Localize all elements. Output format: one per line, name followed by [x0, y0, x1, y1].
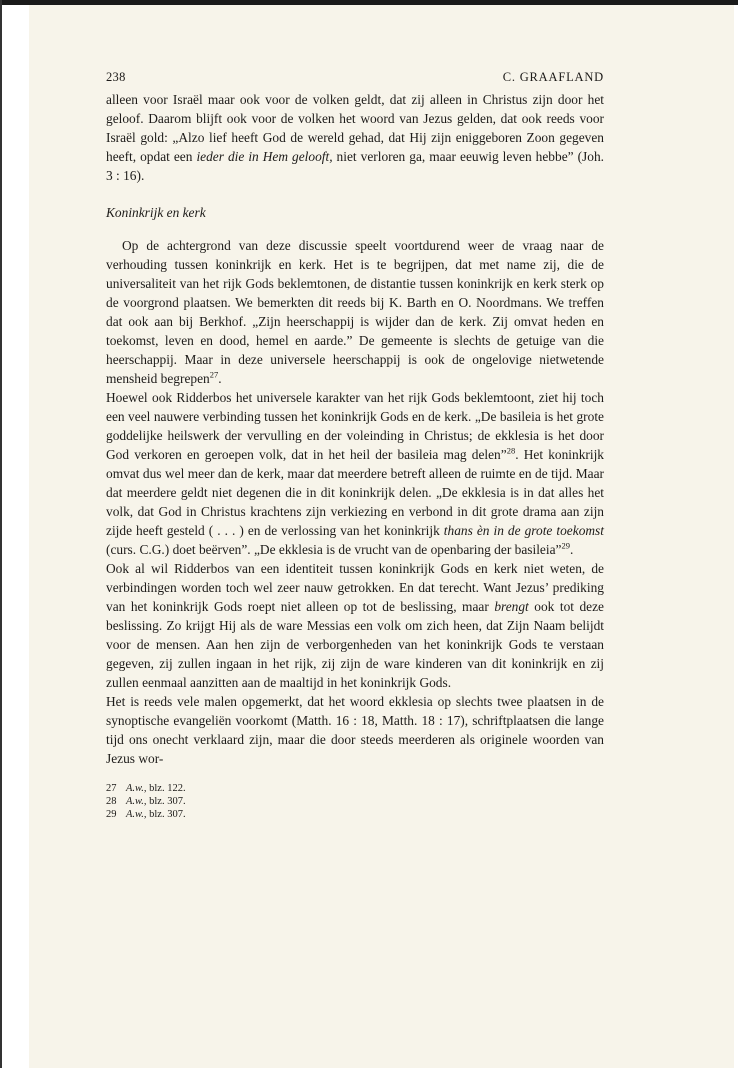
running-author: C. GRAAFLAND — [502, 70, 604, 84]
footnote — [106, 808, 604, 821]
footnote-number: 29 — [106, 809, 117, 820]
section-heading: Koninkrijk en kerk — [106, 205, 206, 220]
page-number: 238 — [106, 70, 126, 84]
paragraph-5-text: Het is reeds vele malen opgemerkt, dat het woord ekklesia op slechts twee plaatsen in de synoptische evangeliën voorkomt (Matth. 16 : 18, Matth. 18 : 17), schriftplaatsen die lange tijd ons onecht verklaard zijn, maar die door steeds meerderen als originele woorden van Jezus wor- — [106, 694, 604, 766]
footnote — [106, 795, 604, 808]
footnote-ref-27: 27 — [209, 369, 219, 380]
footnote-number: 28 — [106, 796, 117, 807]
paragraph-1 — [106, 90, 604, 185]
footnote-ref: A.w., — [126, 796, 147, 807]
footnote — [106, 782, 604, 795]
footnote-ref: A.w., — [126, 809, 147, 820]
text-block — [106, 70, 604, 821]
paragraph-5 — [106, 692, 604, 768]
footnote-location: blz. 307. — [146, 796, 186, 807]
paragraph-3-text-late: (curs. C.G.) doet beërven”. „De ekklesia is de vrucht van de openbaring der basileia” — [106, 542, 562, 557]
footnote-location: blz. 122. — [146, 783, 186, 794]
paragraph-3-text-mid: . Het koninkrijk omvat dus wel meer dan de kerk, maar dat meerdere betreft alleen de ruimte en de tijd. Maar dat meerdere geldt niet degenen die in dit koninkrijk delen. „De ekklesia is in dat alles het volk, dat God in Christus krachtens zijn verkiezing en verbond in dit grote drama aan zijn zijde heeft gesteld ( . . . ) en de verlossing van het koninkrijk — [106, 447, 605, 538]
scan-left-edge — [0, 0, 2, 1068]
paragraph-3-end: . — [569, 542, 574, 557]
paragraph-2 — [106, 236, 604, 388]
footnote-ref-29: 29 — [561, 540, 570, 551]
footnote-number: 27 — [106, 783, 117, 794]
paragraph-4 — [106, 559, 604, 692]
running-header — [106, 70, 604, 90]
paragraph-1-text: alleen voor Israël maar ook voor de volken geldt, dat zij alleen in Christus zijn door het geloof. Daarom blijft ook voor de volken het woord van Jezus gelden, dat ook reeds voor Israël gold: „Alzo lief heeft God de wereld gehad, dat Hij zijn eniggeboren Zoon gegeven heeft, opdat een — [106, 92, 604, 164]
paragraph-3-italic: thans èn in de grote toekomst — [443, 523, 604, 538]
paragraph-2-text: Op de achtergrond van deze discussie speelt voortdurend weer de vraag naar de verhouding tussen koninkrijk en kerk. Het is te begrijpen, dat met name zij, die de universaliteit van het rijk Gods beklemtonen, de distantie tussen koninkrijk en kerk sterk op de voorgrond plaatsen. We bemerkten dit reeds bij K. Barth en O. Noordmans. We treffen dat ook aan bij Berkhof. „Zijn heerschappij is wijder dan de kerk. Zij omvat heden en toekomst, leven en dood, hemel en aarde.” De gemeente is slechts de getuige van die heerschappij. Maar in deze universele heerschappij is ook de ongelovige nietwetende mensheid begrepen — [106, 238, 604, 386]
paragraph-2-end: . — [218, 371, 222, 386]
paragraph-4-italic: brengt — [494, 599, 529, 614]
footnotes — [106, 782, 604, 821]
paragraph-4-text-end: ook tot deze beslissing. Zo krijgt Hij als de ware Messias een volk om zich heen, dat Zijn Naam belijdt voor de mensen. Aan hen zijn de verborgenheden van het koninkrijk Gods te verstaan gegeven, zij zullen ingaan in het rijk, zij zijn de ware kinderen van dit koninkrijk en zij zullen eenmaal aanzitten aan de maaltijd in het koninkrijk Gods. — [106, 599, 604, 690]
footnote-ref-28: 28 — [506, 445, 516, 456]
footnote-location: blz. 307. — [146, 809, 186, 820]
paragraph-3 — [106, 388, 604, 559]
footnote-ref: A.w., — [126, 783, 147, 794]
paragraph-4-text: Ook al wil Ridderbos van een identiteit tussen koninkrijk Gods en kerk niet weten, de verbindingen worden toch wel zeer nauw getrokken. En dat terecht. Want Jezus’ prediking van het koninkrijk Gods roept niet alleen op tot de beslissing, maar — [106, 561, 604, 614]
paragraph-3-text: Hoewel ook Ridderbos het universele karakter van het rijk Gods beklemtoont, ziet hij toch een veel nauwere verbinding tussen het koninkrijk Gods en de kerk. „De basileia is het grote goddelijke heilswerk der vervulling en der voleinding in Christus; de ekklesia is het door God verkoren en geroepen volk, dat in het heil der basileia mag delen” — [106, 390, 604, 462]
paragraph-1-italic: ieder die in Hem gelooft, — [196, 149, 333, 164]
paragraph-1-text-end: niet verloren ga, maar eeuwig leven hebbe” (Joh. 3 : 16). — [106, 149, 604, 183]
